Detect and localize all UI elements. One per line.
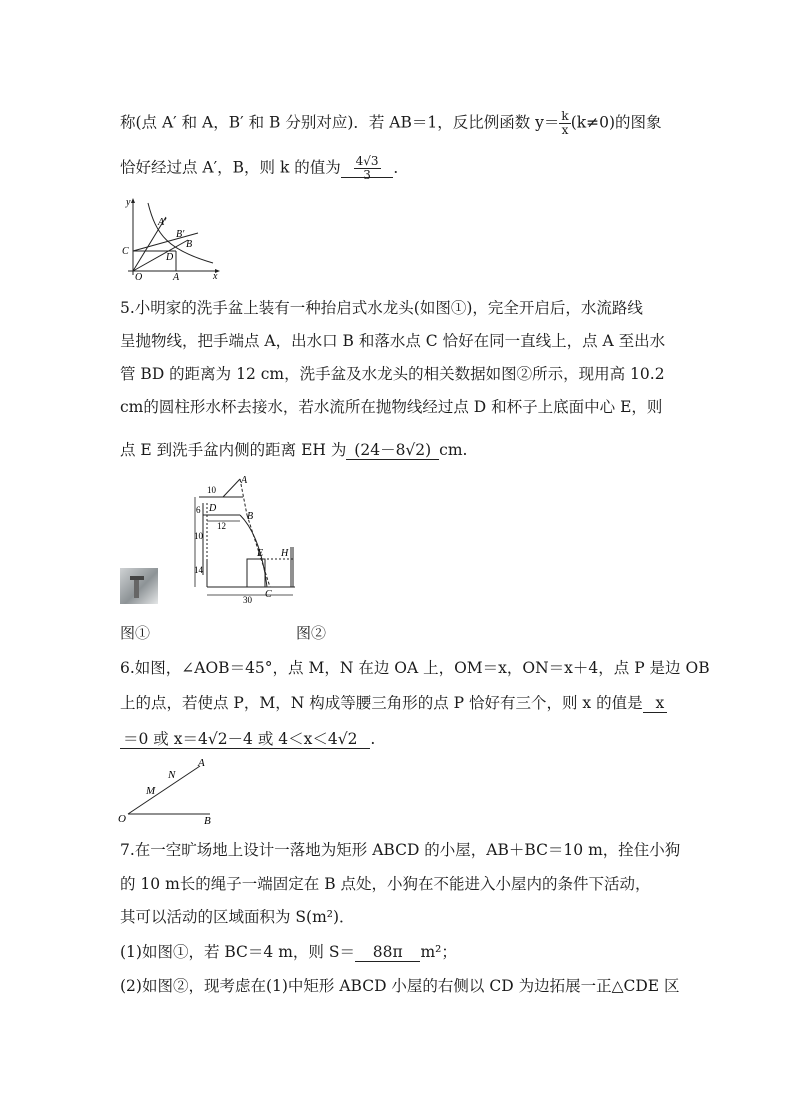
fig1-caption: 图① <box>120 624 151 642</box>
q5-line4: cm的圆柱形水杯去接水，若水流所在抛物线经过点 D 和杯子上底面中心 E，则 <box>120 398 663 416</box>
q5-num-12: 12 <box>217 521 226 531</box>
q5-answer-text: (24－8√2) <box>354 441 432 459</box>
q4-line2 <box>120 155 409 182</box>
q4-label-C: C <box>122 246 129 257</box>
q6-answer-part2 <box>120 730 370 749</box>
q6-answer-part1 <box>643 694 668 713</box>
q7-line3: 其可以活动的区域面积为 S(m²)． <box>120 908 355 926</box>
q7-line2: 的 10 m长的绳子一端固定在 B 点处，小狗在不能进入小屋内的条件下活动， <box>120 875 651 893</box>
q6-label-A: A <box>198 757 205 769</box>
fig2-caption: 图② <box>296 624 327 642</box>
q4-label-D: D <box>166 252 174 263</box>
q6-label-O: O <box>118 813 126 824</box>
q5-label-H: H <box>281 548 289 559</box>
q6-label-N: N <box>168 769 176 781</box>
q4-line1-post: (k≠0)的图象 <box>570 113 662 132</box>
answer-denominator: 3 <box>363 168 371 182</box>
q4-label-B1: B′ <box>176 229 185 240</box>
q7-answer <box>355 943 420 962</box>
q4-label-A: A <box>173 272 180 280</box>
q6-label-M: M <box>146 785 156 797</box>
q4-answer <box>341 154 394 182</box>
frac-denominator: x <box>561 123 569 137</box>
q4-label-B: B <box>186 239 193 250</box>
q6-answer-x: x <box>655 694 665 712</box>
q7-line4 <box>120 941 457 963</box>
q4-line2-text: 恰好经过点 A′，B，则 k 的值为 <box>120 158 341 177</box>
q5-line3: 管 BD 的距离为 12 cm，洗手盆及水龙头的相关数据如图②所示，现用高 10.2 <box>120 365 665 383</box>
frac-numerator: k <box>561 109 569 123</box>
q5-figure-2 <box>185 475 300 605</box>
q4-label-A1: A′ <box>158 217 167 228</box>
q5-label-D: D <box>209 503 217 514</box>
q5-label-C: C <box>265 589 272 600</box>
q6-answer-text: ＝0 或 x＝4√2－4 或 4＜x＜4√2 <box>123 730 358 748</box>
q6-figure <box>118 756 218 824</box>
q5-line5-text: 点 E 到洗手盆内侧的距离 EH 为 <box>120 441 347 459</box>
q5-label-E: E <box>257 548 264 559</box>
fraction-k-over-x <box>559 110 570 137</box>
q6-line3-post: . <box>370 730 376 748</box>
q5-num-10-top: 10 <box>207 485 216 495</box>
q7-answer-text: 88π <box>372 943 403 961</box>
q4-figure <box>118 195 223 280</box>
q5-line5 <box>120 439 467 461</box>
q6-line3 <box>120 728 375 750</box>
q5-line5-post: cm. <box>439 441 468 459</box>
q4-label-x: x <box>213 271 218 280</box>
answer-numerator: 4√3 <box>355 154 379 168</box>
q5-num-30: 30 <box>243 595 252 605</box>
q4-line2-post: ． <box>393 158 409 177</box>
q5-line1: 5.小明家的洗手盆上装有一种抬启式水龙头(如图①)，完全开启后，水流路线 <box>120 299 643 317</box>
q5-label-A: A <box>241 475 248 486</box>
q4-label-O: O <box>135 272 143 280</box>
q7-line5: (2)如图②，现考虑在(1)中矩形 ABCD 小屋的右侧以 CD 为边拓展一正△CDE 区 <box>120 977 680 995</box>
q5-num-14: 14 <box>194 565 203 575</box>
q7-line4-post: m²； <box>420 943 457 961</box>
q4-line1 <box>120 110 662 137</box>
q6-line2-text: 上的点，若使点 P，M，N 构成等腰三角形的点 P 恰好有三个，则 x 的值是 <box>120 694 643 712</box>
q5-answer <box>346 441 439 460</box>
q5-line2: 呈抛物线，把手端点 A，出水口 B 和落水点 C 恰好在同一直线上，点 A 至出水 <box>120 332 666 350</box>
q6-label-B: B <box>204 815 211 824</box>
q7-line4-text: (1)如图①，若 BC＝4 m，则 S＝ <box>120 943 355 961</box>
q4-line1-text: 称(点 A′ 和 A，B′ 和 B 分别对应)．若 AB＝1，反比例函数 y＝ <box>120 113 560 132</box>
faucet-photo <box>120 568 158 604</box>
q5-label-B: B <box>247 511 254 522</box>
q5-num-6: 6 <box>196 505 201 515</box>
q6-line1: 6.如图，∠AOB＝45°，点 M，N 在边 OA 上，OM＝x，ON＝x＋4，点 P 是边 OB <box>120 659 710 677</box>
q6-line2 <box>120 692 667 714</box>
q7-line1: 7.在一空旷场地上设计一落地为矩形 ABCD 的小屋，AB＋BC＝10 m，拴住小狗 <box>120 841 681 859</box>
q5-num-10-mid: 10 <box>194 531 203 541</box>
q4-label-y: y <box>126 197 131 208</box>
